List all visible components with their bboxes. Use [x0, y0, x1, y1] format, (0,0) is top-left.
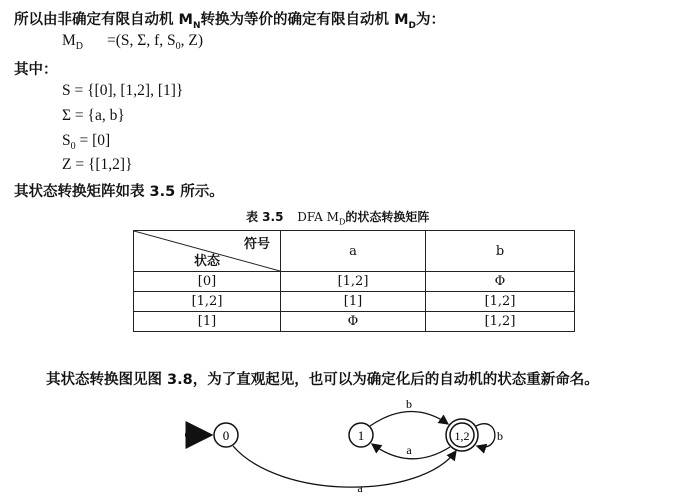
edge-12-self-loop-label: b: [497, 429, 503, 443]
intro-line: [14, 8, 445, 31]
state-diagram: [0, 390, 686, 501]
def-s: S = {[0], [1,2], [1]}: [62, 82, 184, 99]
edge-0-to-12-label: a: [357, 481, 363, 495]
edge-1-to-12: [370, 411, 448, 426]
md-rhs-end: , Z): [180, 32, 203, 49]
row-a-cell: [1,2]: [281, 272, 426, 292]
caption-sub: D: [338, 217, 346, 227]
state-0-label: 0: [222, 428, 230, 443]
column-header-a: a: [281, 231, 426, 272]
table-row: [134, 272, 575, 292]
md-lhs: M: [62, 32, 76, 49]
caption-dfa: DFA M: [297, 210, 339, 224]
row-state-cell: [0]: [134, 272, 281, 292]
intro-mid-text: 转换为等价的确定有限自动机 M: [200, 12, 409, 28]
table-row: [134, 292, 575, 312]
edge-12-to-1-label: a: [406, 443, 412, 457]
header-symbol: 符号: [243, 237, 270, 252]
row-a-cell: [1]: [281, 292, 426, 312]
row-b-cell: Φ: [426, 272, 575, 292]
def-s0-lhs: S: [62, 132, 71, 149]
def-s0-sub: 0: [70, 141, 76, 153]
row-b-cell: [1,2]: [426, 312, 575, 332]
header-state: 状态: [194, 254, 221, 269]
md-rhs-sub: 0: [175, 41, 181, 53]
def-s0: [62, 132, 110, 152]
md-rhs: =(S, Σ, f, S: [107, 32, 176, 49]
caption-prefix: 表 3.5: [246, 210, 284, 224]
table-row: [134, 312, 575, 332]
column-header-b: b: [426, 231, 575, 272]
def-sigma: Σ = {a, b}: [62, 107, 125, 124]
row-b-cell: [1,2]: [426, 292, 575, 312]
transition-matrix: [133, 230, 575, 332]
state-12-label: 1,2: [454, 429, 470, 443]
matrix-intro: 其状态转换矩阵如表 3.5 所示。: [14, 184, 224, 200]
state-1-label: 1: [357, 428, 365, 443]
caption-suffix: 的状态转换矩阵: [345, 210, 430, 224]
def-z: Z = {[1,2]}: [62, 156, 133, 173]
edge-1-to-12-label: b: [406, 397, 412, 411]
row-state-cell: [1]: [134, 312, 281, 332]
header-corner-cell: [134, 231, 281, 272]
edge-12-self-loop: [476, 424, 495, 447]
md-definition: [62, 32, 203, 52]
row-state-cell: [1,2]: [134, 292, 281, 312]
intro-end-text: 为：: [416, 12, 445, 28]
intro-text: 所以由非确定有限自动机 M: [14, 12, 193, 28]
edge-0-to-12: [233, 446, 456, 487]
def-s0-rhs: = [0]: [75, 132, 111, 149]
row-a-cell: Φ: [281, 312, 426, 332]
where-label: 其中：: [14, 62, 58, 78]
figure-intro: 其状态转换图见图 3.8，为了直观起见，也可以为确定化后的自动机的状态重新命名。: [46, 372, 599, 388]
table-header-row: [134, 231, 575, 272]
table-caption: [246, 208, 429, 226]
md-lhs-sub: D: [75, 41, 84, 53]
intro-sub-d: D: [408, 20, 416, 31]
intro-sub-n: N: [192, 20, 201, 31]
